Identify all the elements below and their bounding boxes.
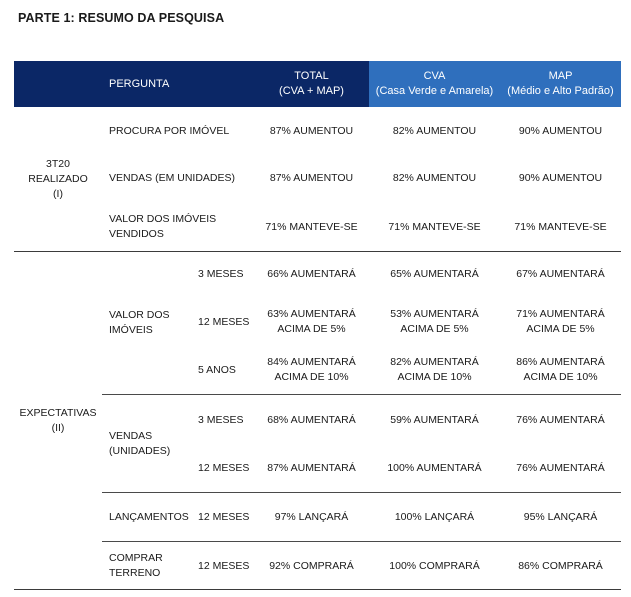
group-vendas-line1: VENDAS (109, 430, 153, 442)
vendas-3m-period: 3 MESES (198, 413, 244, 426)
valor-5a-cva-line2: ACIMA DE 10% (397, 371, 472, 383)
valor-3m-map: 67% AUMENTARÁ (516, 267, 605, 280)
terreno-cva: 100% COMPRARÁ (389, 559, 480, 572)
page-title: PARTE 1: RESUMO DA PESQUISA (18, 11, 225, 25)
section-divider (14, 251, 621, 252)
row-vendas-question: VENDAS (EM UNIDADES) (109, 171, 236, 184)
group-vendas-question (109, 427, 194, 461)
section2-label-line1: EXPECTATIVAS (19, 407, 97, 419)
valor-12m-map-line1: 71% AUMENTARÁ (516, 308, 605, 320)
row-valor-vendidos-question (109, 210, 259, 244)
terreno-period: 12 MESES (198, 559, 250, 572)
row-procura-question: PROCURA POR IMÓVEL (109, 124, 230, 137)
valor-5a-period: 5 ANOS (198, 363, 236, 376)
header-map (500, 61, 621, 107)
vendas-3m-map: 76% AUMENTARÁ (516, 413, 605, 426)
row-valor-vendidos-map: 71% MANTEVE-SE (514, 220, 607, 233)
header-cva-line2: (Casa Verde e Amarela) (375, 85, 494, 97)
row-vendas-map: 90% AUMENTOU (518, 171, 603, 184)
header-total-line1: TOTAL (294, 70, 329, 82)
valor-5a-map-line1: 86% AUMENTARÁ (516, 356, 605, 368)
valor-3m-period: 3 MESES (198, 267, 244, 280)
lancamentos-cva: 100% LANÇARÁ (394, 510, 475, 523)
header-cva (369, 61, 500, 107)
terreno-question (109, 549, 194, 583)
group-valor-line2: IMÓVEIS (109, 324, 153, 336)
header-total (254, 61, 369, 107)
header-blank (14, 61, 102, 107)
lancamentos-period: 12 MESES (198, 510, 250, 523)
group-divider-vendas (102, 492, 621, 493)
row-valor-vendidos-line1: VALOR DOS IMÓVEIS (109, 213, 217, 225)
valor-12m-cva (369, 306, 500, 338)
section2-label (14, 252, 102, 590)
row-procura-total: 87% AUMENTOU (269, 124, 354, 137)
header-question (102, 61, 254, 107)
section1-label-line2: REALIZADO (28, 172, 88, 185)
vendas-3m-cva: 59% AUMENTARÁ (390, 413, 479, 426)
valor-5a-cva-line1: 82% AUMENTARÁ (390, 356, 479, 368)
valor-12m-total-line2: ACIMA DE 5% (277, 323, 346, 335)
group-divider-lancamentos (102, 541, 621, 542)
section1-label-line1: 3T20 (46, 157, 70, 170)
row-vendas-cva: 82% AUMENTOU (392, 171, 477, 184)
header-map-line1: MAP (548, 70, 573, 82)
terreno-line2: TERRENO (109, 567, 161, 579)
terreno-map: 86% COMPRARÁ (518, 559, 603, 572)
valor-5a-cva (369, 354, 500, 386)
valor-5a-total-line2: ACIMA DE 10% (274, 371, 349, 383)
row-valor-vendidos-line2: VENDIDOS (109, 228, 164, 240)
valor-12m-map-line2: ACIMA DE 5% (526, 323, 595, 335)
valor-5a-map-line2: ACIMA DE 10% (523, 371, 598, 383)
lancamentos-total: 97% LANÇARÁ (274, 510, 349, 523)
valor-12m-cva-line2: ACIMA DE 5% (400, 323, 469, 335)
group-valor-line1: VALOR DOS (109, 309, 170, 321)
lancamentos-question: LANÇAMENTOS (109, 510, 189, 523)
valor-12m-map (500, 306, 621, 338)
row-vendas-total: 87% AUMENTOU (269, 171, 354, 184)
header-map-line2: (Médio e Alto Padrão) (507, 85, 614, 97)
header-cva-line1: CVA (423, 70, 446, 82)
row-procura-map: 90% AUMENTOU (518, 124, 603, 137)
group-divider-valor (102, 394, 621, 395)
vendas-12m-cva: 100% AUMENTARÁ (387, 461, 482, 474)
lancamentos-map: 95% LANÇARÁ (523, 510, 598, 523)
section1-label (14, 107, 102, 251)
valor-12m-period: 12 MESES (198, 315, 250, 328)
vendas-3m-total: 68% AUMENTARÁ (267, 413, 356, 426)
group-vendas-line2: (UNIDADES) (109, 445, 171, 457)
valor-12m-cva-line1: 53% AUMENTARÁ (390, 308, 479, 320)
valor-3m-total: 66% AUMENTARÁ (267, 267, 356, 280)
table-bottom-rule (14, 589, 621, 590)
valor-5a-map (500, 354, 621, 386)
terreno-line1: COMPRAR (109, 552, 163, 564)
valor-5a-total-line1: 84% AUMENTARÁ (267, 356, 356, 368)
valor-12m-total-line1: 63% AUMENTARÁ (267, 308, 356, 320)
row-procura-cva: 82% AUMENTOU (392, 124, 477, 137)
header-total-line2: (CVA + MAP) (279, 85, 344, 97)
section2-label-line2: (II) (51, 422, 65, 434)
valor-12m-total (254, 306, 369, 338)
vendas-12m-total: 87% AUMENTARÁ (267, 461, 356, 474)
row-valor-vendidos-total: 71% MANTEVE-SE (265, 220, 358, 233)
vendas-12m-period: 12 MESES (198, 461, 250, 474)
row-valor-vendidos-cva: 71% MANTEVE-SE (388, 220, 481, 233)
group-valor-question (109, 306, 194, 340)
terreno-total: 92% COMPRARÁ (269, 559, 354, 572)
valor-5a-total (254, 354, 369, 386)
valor-3m-cva: 65% AUMENTARÁ (390, 267, 479, 280)
header-question-label: PERGUNTA (109, 77, 170, 90)
vendas-12m-map: 76% AUMENTARÁ (516, 461, 605, 474)
section1-label-line3: (I) (53, 187, 63, 200)
